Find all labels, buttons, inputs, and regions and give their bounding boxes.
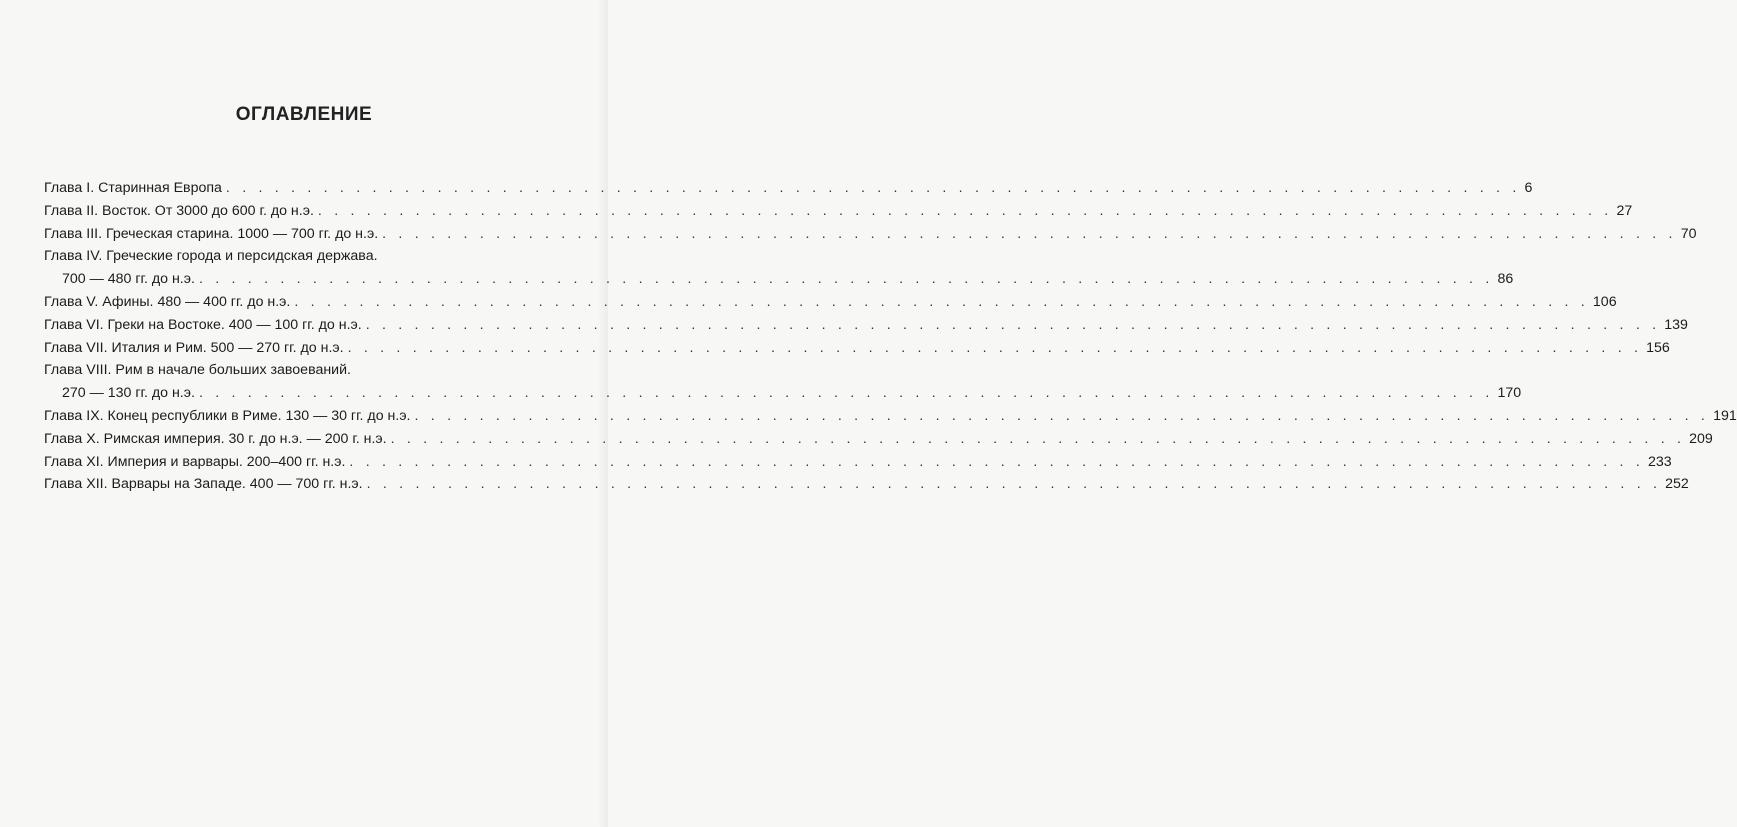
toc-page-number: 191 [1713, 407, 1737, 424]
toc-entry-title: Глава I. Старинная Европа [44, 180, 222, 196]
dot-leader: . . . . . . . . . . . . . . . . . . . . . . . . . . . . . . . . . . . . . . . . . . . . . . . . . . . . . . . . . . . . . . . . . . . . . . . . . . . . . . . . [225, 180, 1521, 196]
toc-page-number: 86 [1497, 271, 1514, 288]
toc-page-number: 156 [1646, 339, 1670, 356]
toc-entry[interactable] [44, 177, 1533, 200]
toc-entry-subtitle: 270 — 130 гг. до н.э. [62, 385, 195, 402]
dot-leader: . . . . . . . . . . . . . . . . . . . . . . . . . . . . . . . . . . . . . . . . . . . . . . . . . . . . . . . . . . . . . . . . . . . . . . . . . . . . . . . . [294, 293, 1589, 310]
toc-entry-title: Глава IX. Конец республики в Риме. 130 — 30 гг. до н.э. [44, 407, 411, 424]
dot-leader: . . . . . . . . . . . . . . . . . . . . . . . . . . . . . . . . . . . . . . . . . . . . . . . . . . . . . . . . . . . . . . . . . . . . . . . . . . . . . . . . [382, 225, 1677, 242]
toc-page-number: 106 [1592, 293, 1617, 310]
toc-page-number: 209 [1689, 430, 1713, 447]
toc-entry-subtitle: 700 — 480 гг. до н.э. [62, 271, 195, 288]
dot-leader: . . . . . . . . . . . . . . . . . . . . . . . . . . . . . . . . . . . . . . . . . . . . . . . . . . . . . . . . . . . . . . . . . . . . . . . . . . . . . . . . [198, 271, 1494, 288]
toc-entry-title: Глава XII. Варвары на Западе. 400 — 700 гг. н.э. [44, 476, 363, 493]
dot-leader: . . . . . . . . . . . . . . . . . . . . . . . . . . . . . . . . . . . . . . . . . . . . . . . . . . . . . . . . . . . . . . . . . . . . . . . . . . . . . . . . [365, 316, 1661, 333]
toc-entry-title: Глава V. Афины. 480 — 400 гг. до н.э. [44, 293, 291, 310]
toc-entry-title: Глава VI. Греки на Востоке. 400 — 100 гг. до н.э. [44, 316, 362, 333]
toc-entry[interactable] [44, 359, 1522, 405]
toc-entry-title: Глава VIII. Рим в начале больших завоеваний. [44, 362, 351, 379]
toc-entry[interactable] [44, 245, 1514, 291]
toc-page-number: 233 [1647, 453, 1672, 470]
toc-entry-title: Глава X. Римская империя. 30 г. до н.э. — 200 г. н.э. [44, 430, 387, 447]
toc-entry[interactable] [44, 451, 1672, 474]
toc-entry-title: Глава VII. Италия и Рим. 500 — 270 гг. до н.э. [44, 339, 344, 356]
dot-leader: . . . . . . . . . . . . . . . . . . . . . . . . . . . . . . . . . . . . . . . . . . . . . . . . . . . . . . . . . . . . . . . . . . . . . . . . . . . . . . . . [317, 202, 1613, 219]
toc-entry-title: Глава II. Восток. От 3000 до 600 г. до н.э. [44, 202, 314, 219]
toc-entry[interactable] [44, 405, 1737, 428]
toc-entry[interactable] [44, 428, 1713, 451]
toc-entry-title: Глава III. Греческая старина. 1000 — 700 гг. до н.э. [44, 225, 379, 242]
dot-leader: . . . . . . . . . . . . . . . . . . . . . . . . . . . . . . . . . . . . . . . . . . . . . . . . . . . . . . . . . . . . . . . . . . . . . . . . . . . . . . . . [390, 430, 1686, 447]
toc-entry[interactable] [44, 291, 1617, 314]
toc-entry[interactable] [44, 223, 1697, 246]
toc-page-number: 252 [1665, 476, 1689, 493]
toc-entry-title: Глава IV. Греческие города и персидская держава. [44, 248, 378, 265]
table-of-contents [44, 177, 1737, 496]
toc-page-number: 27 [1616, 202, 1633, 219]
toc-page-number: 139 [1664, 316, 1688, 333]
toc-page-number: 70 [1680, 225, 1697, 242]
toc-entry[interactable] [44, 200, 1633, 223]
dot-leader: . . . . . . . . . . . . . . . . . . . . . . . . . . . . . . . . . . . . . . . . . . . . . . . . . . . . . . . . . . . . . . . . . . . . . . . . . . . . . . . . [366, 476, 1662, 493]
dot-leader: . . . . . . . . . . . . . . . . . . . . . . . . . . . . . . . . . . . . . . . . . . . . . . . . . . . . . . . . . . . . . . . . . . . . . . . . . . . . . . . . [198, 385, 1494, 402]
toc-page-number: 170 [1497, 385, 1522, 402]
toc-entry[interactable] [44, 473, 1689, 496]
toc-entry-title: Глава XI. Империя и варвары. 200–400 гг. н.э. [44, 453, 346, 470]
dot-leader: . . . . . . . . . . . . . . . . . . . . . . . . . . . . . . . . . . . . . . . . . . . . . . . . . . . . . . . . . . . . . . . . . . . . . . . . . . . . . . . . [349, 453, 1644, 470]
toc-page-number: 6 [1524, 180, 1533, 196]
toc-heading: ОГЛАВЛЕНИЕ [235, 104, 373, 125]
toc-entry[interactable] [44, 314, 1688, 337]
dot-leader: . . . . . . . . . . . . . . . . . . . . . . . . . . . . . . . . . . . . . . . . . . . . . . . . . . . . . . . . . . . . . . . . . . . . . . . . . . . . . . . . [347, 339, 1643, 356]
dot-leader: . . . . . . . . . . . . . . . . . . . . . . . . . . . . . . . . . . . . . . . . . . . . . . . . . . . . . . . . . . . . . . . . . . . . . . . . . . . . . . . . [414, 407, 1710, 424]
toc-entry[interactable] [44, 337, 1670, 360]
